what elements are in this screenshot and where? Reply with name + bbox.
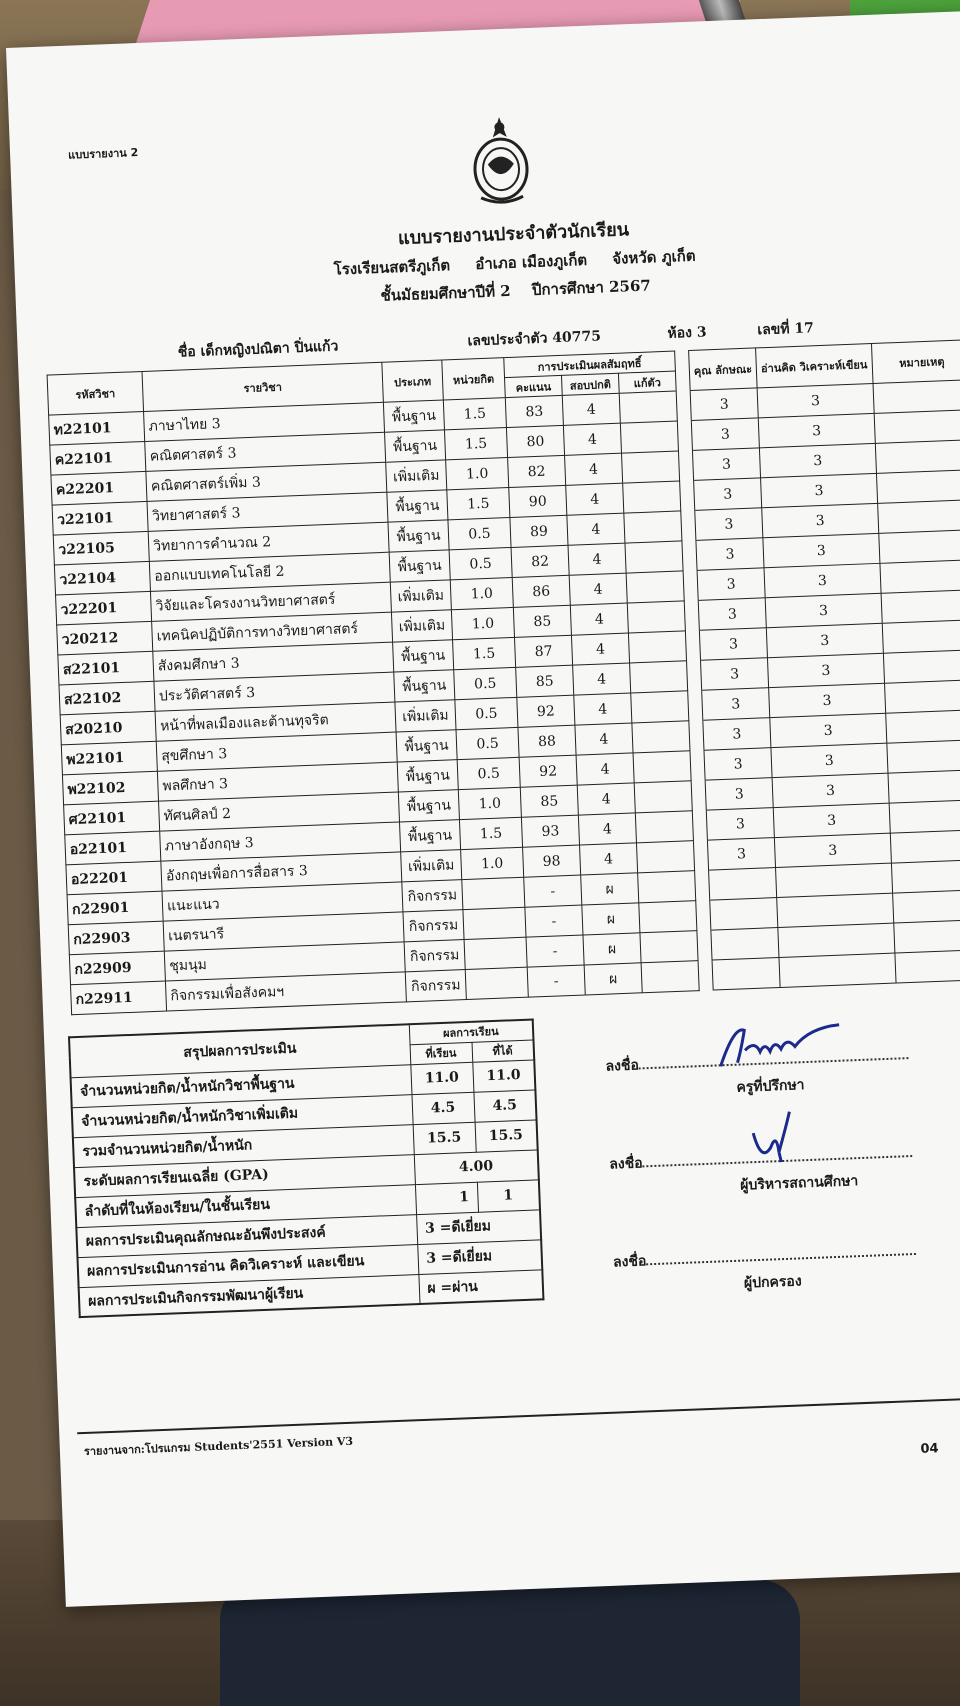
cell-score: 85 [513, 605, 571, 637]
cell-grade: 4 [576, 753, 634, 785]
cell-read: 3 [773, 803, 889, 837]
grades-body [49, 380, 960, 1015]
footer-divider [77, 1395, 960, 1434]
cell-attr: 3 [697, 568, 765, 601]
cell-attr: 3 [704, 748, 772, 781]
cell-attr [712, 957, 780, 990]
cell-attr: 3 [694, 478, 762, 511]
cell-credit: 0.5 [448, 518, 511, 550]
cell-code: ส22102 [59, 681, 155, 715]
cell-remark [885, 709, 960, 743]
cell-name: ชุมนุม [164, 942, 405, 981]
cell-credit: 1.5 [443, 398, 506, 430]
cell-spacer [689, 720, 704, 751]
cell-type: พื้นฐาน [394, 670, 455, 702]
cell-credit: 0.5 [449, 547, 512, 579]
basic-credits-label: จำนวนหน่วยกิต/น้ำหนักวิชาพื้นฐาน [71, 1064, 412, 1107]
cell-redo [625, 541, 683, 573]
cell-score: - [524, 875, 582, 907]
cell-redo [620, 421, 678, 453]
parent-signature-block [612, 1240, 917, 1292]
cell-spacer [690, 750, 705, 781]
cell-remark [877, 500, 960, 534]
cell-type: เพิ่มเติม [391, 610, 452, 642]
cell-redo [638, 871, 696, 903]
cell-type: พื้นฐาน [388, 520, 449, 552]
cell-grade: 4 [578, 813, 636, 845]
cell-grade: 4 [569, 573, 627, 605]
cell-read: 3 [761, 473, 877, 507]
cell-attr: 3 [707, 838, 775, 871]
cell-grade: 4 [563, 423, 621, 455]
cell-score: - [525, 905, 583, 937]
cell-attr: 3 [699, 628, 767, 661]
attributes-value: 3 =ดีเยี่ยม [416, 1209, 541, 1244]
cell-code: ว22105 [53, 531, 149, 565]
cell-code: ว22101 [52, 501, 148, 535]
cell-redo [627, 601, 685, 633]
cell-type: พื้นฐาน [393, 640, 454, 672]
cell-read: 3 [758, 413, 874, 447]
cell-name: วิทยาการคำนวณ 2 [148, 522, 389, 561]
cell-credit: 1.0 [446, 458, 509, 490]
cell-grade: 4 [577, 783, 635, 815]
summary-col-studied: ที่เรียน [410, 1042, 473, 1064]
cell-attr: 3 [701, 658, 769, 691]
cell-score: 82 [511, 545, 569, 577]
cell-score: 92 [517, 695, 575, 727]
cell-grade: 4 [575, 723, 633, 755]
cell-name: ทัศนศิลป์ 2 [159, 792, 400, 831]
cell-type: กิจกรรม [405, 970, 466, 1002]
cell-spacer [695, 870, 710, 901]
header-spacer [675, 351, 691, 392]
cell-credit: 1.0 [458, 787, 521, 819]
cell-attr: 3 [695, 508, 763, 541]
cell-name: เนตรนารี [163, 912, 404, 951]
total-credits-label: รวมจำนวนหน่วยกิต/น้ำหนัก [73, 1124, 414, 1167]
cell-remark [892, 889, 960, 923]
cell-spacer [677, 420, 692, 451]
cell-type: กิจกรรม [404, 940, 465, 972]
cell-credit: 0.5 [454, 667, 517, 699]
cell-redo [626, 571, 684, 603]
cell-redo [628, 631, 686, 663]
cell-name: ประวัติศาสตร์ 3 [154, 672, 395, 711]
cell-redo [636, 841, 694, 873]
cell-code: พ22102 [62, 771, 158, 805]
summary-title: สรุปผลการประเมิน [69, 1024, 410, 1077]
cell-grade: 4 [574, 693, 632, 725]
cell-remark [874, 410, 960, 444]
cell-credit: 0.5 [456, 727, 519, 759]
report-code: แบบรายงาน 2 [67, 146, 139, 162]
cell-code: ส20210 [60, 711, 156, 745]
cell-type: พื้นฐาน [383, 400, 444, 432]
cell-name: คณิตศาสตร์เพิ่ม 3 [146, 462, 387, 501]
cell-read [779, 953, 895, 987]
cell-credit: 1.0 [461, 847, 524, 879]
cell-read: 3 [775, 833, 891, 867]
basic-credits-earned: 11.0 [472, 1059, 535, 1091]
cell-credit [464, 937, 527, 969]
cell-remark [875, 440, 960, 474]
cell-name: วิจัยและโครงงานวิทยาศาสตร์ [150, 582, 391, 621]
cell-read: 3 [772, 773, 888, 807]
extra-credits-earned: 4.5 [473, 1089, 536, 1121]
cell-type: กิจกรรม [402, 880, 463, 912]
cell-spacer [696, 900, 711, 931]
cell-type: เพิ่มเติม [386, 460, 447, 492]
cell-redo [622, 451, 680, 483]
cell-code: ก22901 [67, 891, 163, 925]
cell-redo [641, 961, 699, 993]
cell-redo [633, 751, 691, 783]
cell-credit [463, 907, 526, 939]
cell-code: ว20212 [57, 621, 153, 655]
cell-score: 83 [505, 395, 563, 427]
grades-table [47, 339, 960, 1015]
cell-remark [891, 859, 960, 893]
cell-credit: 1.5 [459, 817, 522, 849]
cell-remark [889, 799, 960, 833]
cell-code: ค22101 [50, 441, 146, 475]
signature-line [646, 1241, 916, 1265]
student-name: ชื่อ เด็กหญิงปณิตา ปิ่นแก้ว [177, 338, 339, 361]
cell-credit: 0.5 [455, 697, 518, 729]
cell-redo [635, 811, 693, 843]
cell-code: ว22201 [56, 591, 152, 625]
cell-attr: 3 [705, 778, 773, 811]
cell-score: 85 [516, 665, 574, 697]
advisor-signature-icon [714, 1017, 846, 1072]
cell-name: สังคมศึกษา 3 [153, 642, 394, 681]
cell-type: กิจกรรม [403, 910, 464, 942]
activities-value: ผ =ผ่าน [418, 1269, 543, 1304]
header-credit: หน่วยกิต [442, 358, 505, 400]
director-signature-icon [747, 1106, 809, 1168]
cell-attr [709, 868, 777, 901]
summary-result-header: ผลการเรียน [409, 1019, 534, 1044]
parent-role: ผู้ปกครอง [743, 1273, 802, 1292]
cell-code: อ22101 [65, 831, 161, 865]
cell-code: ศ22101 [64, 801, 160, 835]
cell-type: พื้นฐาน [400, 820, 461, 852]
cell-name: ภาษาอังกฤษ 3 [160, 822, 401, 861]
header-remark: หมายเหตุ [871, 340, 960, 384]
cell-grade: ผ [581, 873, 639, 905]
extra-credits-label: จำนวนหน่วยกิต/น้ำหนักวิชาเพิ่มเติม [72, 1094, 413, 1137]
reading-label: ผลการประเมินการอ่าน คิดวิเคราะห์ และเขียน [77, 1244, 418, 1287]
cell-score: 89 [510, 515, 568, 547]
header-evaluation: การประเมินผลสัมฤทธิ์ [504, 351, 676, 378]
cell-read [778, 923, 894, 957]
activities-label: ผลการประเมินกิจกรรมพัฒนาผู้เรียน [79, 1274, 420, 1317]
student-room: ห้อง 3 [667, 324, 707, 342]
cell-remark [888, 769, 960, 803]
total-credits-studied: 15.5 [413, 1122, 476, 1154]
header-subject: รายวิชา [142, 362, 383, 411]
header-code: รหัสวิชา [47, 372, 143, 416]
school-emblem-icon [464, 108, 538, 211]
advisor-signature-block [605, 1044, 909, 1096]
cell-grade: ผ [583, 933, 641, 965]
cell-code: ส22101 [58, 651, 154, 685]
header-attribute: คุณ ลักษณะ [689, 348, 758, 391]
cell-score: - [527, 965, 585, 997]
summary-col-earned: ที่ได้ [471, 1039, 534, 1061]
basic-credits-studied: 11.0 [410, 1062, 473, 1094]
cell-type: พื้นฐาน [387, 490, 448, 522]
cell-name: หน้าที่พลเมืองและต้านทุจริต [155, 702, 396, 741]
rank-room: 1 [415, 1182, 478, 1214]
cell-grade: 4 [566, 483, 624, 515]
cell-remark [883, 649, 960, 683]
cell-spacer [683, 570, 698, 601]
cell-attr: 3 [690, 388, 758, 421]
cell-type: พื้นฐาน [396, 730, 457, 762]
report-title: แบบรายงานประจำตัวนักเรียน [397, 219, 630, 250]
cell-read: 3 [760, 443, 876, 477]
cell-code: ท22101 [49, 411, 145, 445]
cell-read [777, 893, 893, 927]
gpa-value: 4.00 [414, 1149, 539, 1184]
cell-attr: 3 [698, 598, 766, 631]
cell-read: 3 [757, 383, 873, 417]
cell-code: ค22201 [51, 471, 147, 505]
rank-class: 1 [477, 1179, 540, 1211]
header-normal: สอบปกติ [561, 373, 619, 395]
summary-table [68, 1018, 544, 1318]
cell-name: ออกแบบเทคโนโลยี 2 [149, 552, 390, 591]
cell-redo [634, 781, 692, 813]
cell-grade: 4 [573, 663, 631, 695]
cell-type: พื้นฐาน [397, 760, 458, 792]
cell-code: ก22903 [68, 921, 164, 955]
cell-redo [632, 721, 690, 753]
cell-score: 86 [512, 575, 570, 607]
cell-read: 3 [762, 503, 878, 537]
cell-spacer [688, 690, 703, 721]
cell-remark [884, 679, 960, 713]
extra-credits-studied: 4.5 [411, 1092, 474, 1124]
cell-spacer [698, 960, 713, 991]
reading-value: 3 =ดีเยี่ยม [417, 1239, 542, 1274]
cell-spacer [697, 930, 712, 961]
cell-type: พื้นฐาน [385, 430, 446, 462]
grade-level: ชั้นมัธยมศึกษาปีที่ 2 [380, 281, 512, 305]
academic-year: ปีการศึกษา 2567 [531, 276, 652, 299]
cell-redo [639, 901, 697, 933]
cell-score: 92 [519, 755, 577, 787]
page-number-fragment: 04 [920, 1441, 939, 1457]
cell-read: 3 [766, 623, 882, 657]
footer-source: รายงานจาก:โปรแกรม Students'2551 Version V3 [83, 1434, 354, 1459]
cell-type: เพิ่มเติม [401, 850, 462, 882]
cell-type: เพิ่มเติม [395, 700, 456, 732]
cell-credit: 1.5 [444, 428, 507, 460]
cell-grade: 4 [565, 453, 623, 485]
cell-spacer [681, 510, 696, 541]
cell-redo [623, 481, 681, 513]
cell-name: อังกฤษเพื่อการสื่อสาร 3 [161, 852, 402, 891]
cell-code: อ22201 [66, 861, 162, 895]
cell-type: พื้นฐาน [389, 550, 450, 582]
header-reading: อ่านคิด วิเคราะห์เขียน [756, 344, 873, 388]
cell-spacer [685, 630, 700, 661]
cell-grade: 4 [571, 633, 629, 665]
cell-credit: 0.5 [457, 757, 520, 789]
student-number: เลขที่ 17 [757, 320, 815, 339]
director-signature-block [609, 1142, 913, 1194]
cell-name: สุขศึกษา 3 [156, 732, 397, 771]
cell-name: วิทยาศาสตร์ 3 [147, 492, 388, 531]
cell-redo [631, 691, 689, 723]
cell-spacer [682, 540, 697, 571]
cell-attr: 3 [696, 538, 764, 571]
cell-attr: 3 [702, 688, 770, 721]
cell-attr [710, 898, 778, 931]
dark-cloth [220, 1580, 800, 1706]
cell-remark [890, 829, 960, 863]
cell-score: 90 [509, 485, 567, 517]
cell-remark [880, 560, 960, 594]
cell-read: 3 [765, 593, 881, 627]
cell-name: คณิตศาสตร์ 3 [145, 432, 386, 471]
cell-attr: 3 [691, 418, 759, 451]
cell-name: ภาษาไทย 3 [144, 402, 385, 441]
cell-read: 3 [764, 563, 880, 597]
cell-score: 85 [520, 785, 578, 817]
cell-name: แนะแนว [162, 882, 403, 921]
cell-remark [881, 589, 960, 623]
cell-type: เพิ่มเติม [390, 580, 451, 612]
cell-spacer [678, 450, 693, 481]
cell-name: พลศึกษา 3 [157, 762, 398, 801]
total-credits-earned: 15.5 [475, 1119, 538, 1151]
signature-prefix: ลงชื่อ [612, 1253, 647, 1271]
cell-redo [640, 931, 698, 963]
cell-score: 82 [508, 455, 566, 487]
report-paper [6, 10, 960, 1607]
district: อำเภอ เมืองภูเก็ต [474, 250, 588, 274]
cell-credit: 1.0 [451, 607, 514, 639]
cell-grade: ผ [582, 903, 640, 935]
rank-label: ลำดับที่ในห้องเรียน/ในชั้นเรียน [75, 1184, 416, 1227]
cell-grade: 4 [567, 513, 625, 545]
cell-score: 98 [523, 845, 581, 877]
cell-attr: 3 [706, 808, 774, 841]
cell-read [776, 863, 892, 897]
cell-spacer [680, 480, 695, 511]
cell-code: ก22911 [71, 981, 167, 1015]
cell-credit [465, 967, 528, 999]
cell-spacer [692, 810, 707, 841]
cell-remark [894, 949, 960, 983]
cell-attr [711, 928, 779, 961]
cell-redo [619, 391, 677, 423]
gpa-label: ระดับผลการเรียนเฉลี่ย (GPA) [74, 1154, 415, 1197]
cell-read: 3 [763, 533, 879, 567]
cell-name: เทคนิคปฏิบัติการทางวิทยาศาสตร์ [152, 612, 393, 651]
cell-remark [886, 739, 960, 773]
signature-prefix: ลงชื่อ [605, 1057, 640, 1075]
cell-credit [462, 877, 525, 909]
cell-remark [882, 619, 960, 653]
cell-code: ก22909 [69, 951, 165, 985]
cell-score: 80 [506, 425, 564, 457]
cell-spacer [684, 600, 699, 631]
cell-credit: 1.5 [453, 637, 516, 669]
cell-remark [878, 530, 960, 564]
cell-score: 87 [515, 635, 573, 667]
cell-read: 3 [768, 653, 884, 687]
header-redo: แก้ตัว [618, 371, 676, 393]
province: จังหวัด ภูเก็ต [611, 246, 696, 268]
cell-spacer [687, 660, 702, 691]
cell-spacer [691, 780, 706, 811]
cell-redo [624, 511, 682, 543]
cell-spacer [693, 840, 708, 871]
cell-remark [876, 470, 960, 504]
cell-grade: ผ [584, 963, 642, 995]
cell-attr: 3 [703, 718, 771, 751]
cell-read: 3 [769, 683, 885, 717]
cell-remark [873, 380, 960, 414]
signature-prefix: ลงชื่อ [609, 1155, 643, 1173]
cell-credit: 1.5 [447, 488, 510, 520]
cell-grade: 4 [580, 843, 638, 875]
cell-grade: 4 [568, 543, 626, 575]
attributes-label: ผลการประเมินคุณลักษณะอันพึงประสงค์ [76, 1214, 417, 1257]
cell-grade: 4 [562, 393, 620, 425]
cell-spacer [676, 390, 691, 421]
cell-credit: 1.0 [450, 577, 513, 609]
cell-type: พื้นฐาน [398, 790, 459, 822]
director-role: ผู้บริหารสถานศึกษา [739, 1173, 859, 1194]
cell-code: พ22101 [61, 741, 157, 775]
cell-read: 3 [771, 743, 887, 777]
cell-redo [630, 661, 688, 693]
header-score: คะแนน [505, 375, 563, 397]
header-type: ประเภท [382, 360, 443, 402]
cell-remark [893, 919, 960, 953]
advisor-role: ครูที่ปรึกษา [736, 1077, 805, 1096]
cell-name: กิจกรรมเพื่อสังคมฯ [165, 972, 406, 1011]
cell-grade: 4 [570, 603, 628, 635]
cell-score: - [526, 935, 584, 967]
cell-read: 3 [770, 713, 886, 747]
cell-attr: 3 [692, 448, 760, 481]
cell-score: 88 [518, 725, 576, 757]
cell-score: 93 [521, 815, 579, 847]
cell-code: ว22104 [54, 561, 150, 595]
student-id: เลขประจำตัว 40775 [467, 328, 602, 350]
school-name: โรงเรียนสตรีภูเก็ต [333, 256, 451, 279]
